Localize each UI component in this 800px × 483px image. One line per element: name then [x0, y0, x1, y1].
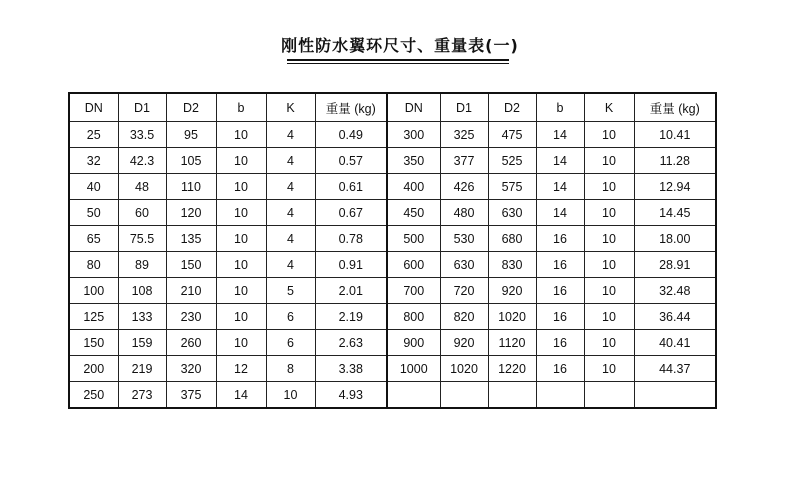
- table-cell: 120: [166, 200, 216, 226]
- table-cell: 150: [166, 252, 216, 278]
- table-cell: 44.37: [634, 356, 716, 382]
- table-cell: 680: [488, 226, 536, 252]
- table-cell: [440, 382, 488, 409]
- table-cell: 14: [536, 148, 584, 174]
- table-cell: 600: [387, 252, 440, 278]
- table-cell: 18.00: [634, 226, 716, 252]
- table-row: [69, 304, 716, 330]
- table-cell: 575: [488, 174, 536, 200]
- table-cell: 1220: [488, 356, 536, 382]
- table-row: [69, 252, 716, 278]
- table-cell: 375: [166, 382, 216, 409]
- table-cell: 2.19: [315, 304, 387, 330]
- table-cell: 105: [166, 148, 216, 174]
- table-cell: 65: [69, 226, 118, 252]
- table-cell: 48: [118, 174, 166, 200]
- table-cell: 6: [266, 304, 315, 330]
- table-cell: 36.44: [634, 304, 716, 330]
- table-cell: 210: [166, 278, 216, 304]
- table-cell: 12: [216, 356, 266, 382]
- table-cell: 10: [216, 148, 266, 174]
- table-cell: 1020: [488, 304, 536, 330]
- table-cell: 219: [118, 356, 166, 382]
- table-cell: [536, 382, 584, 409]
- table-row: [69, 200, 716, 226]
- table-cell: 4: [266, 226, 315, 252]
- table-cell: 5: [266, 278, 315, 304]
- table-cell: 920: [488, 278, 536, 304]
- table-cell: 720: [440, 278, 488, 304]
- table-cell: 325: [440, 122, 488, 148]
- table-cell: 0.67: [315, 200, 387, 226]
- table-cell: 500: [387, 226, 440, 252]
- table-cell: 1020: [440, 356, 488, 382]
- table-cell: 50: [69, 200, 118, 226]
- table-row: [69, 148, 716, 174]
- table-cell: 14: [216, 382, 266, 409]
- table-row: [69, 382, 716, 409]
- table-cell: 16: [536, 356, 584, 382]
- table-cell: 800: [387, 304, 440, 330]
- header-weight-right: 重量 (kg): [634, 93, 716, 122]
- table-cell: 900: [387, 330, 440, 356]
- table-cell: 4: [266, 148, 315, 174]
- table-cell: 14: [536, 122, 584, 148]
- table-cell: 475: [488, 122, 536, 148]
- table-cell: 480: [440, 200, 488, 226]
- table-cell: 820: [440, 304, 488, 330]
- table-cell: 4: [266, 200, 315, 226]
- table-cell: 200: [69, 356, 118, 382]
- table-cell: [634, 382, 716, 409]
- table-cell: 830: [488, 252, 536, 278]
- header-dn: DN: [69, 93, 118, 122]
- table-cell: 0.57: [315, 148, 387, 174]
- title-underline-secondary: [287, 63, 509, 64]
- table-cell: 16: [536, 226, 584, 252]
- header-d2: D2: [166, 93, 216, 122]
- table-cell: 4.93: [315, 382, 387, 409]
- table-cell: 0.78: [315, 226, 387, 252]
- table-cell: 10: [584, 226, 634, 252]
- table-cell: 42.3: [118, 148, 166, 174]
- table-cell: 10: [216, 226, 266, 252]
- table-cell: 10: [584, 174, 634, 200]
- table-cell: 10: [584, 122, 634, 148]
- header-dn-right: DN: [387, 93, 440, 122]
- table-cell: 14: [536, 200, 584, 226]
- table-cell: 16: [536, 330, 584, 356]
- title-underline: [287, 59, 509, 61]
- table-cell: 0.49: [315, 122, 387, 148]
- table-cell: 159: [118, 330, 166, 356]
- table-cell: 10: [216, 304, 266, 330]
- table-cell: 10: [216, 174, 266, 200]
- table-cell: 630: [440, 252, 488, 278]
- table-cell: 125: [69, 304, 118, 330]
- table-cell: 10: [584, 148, 634, 174]
- table-cell: 230: [166, 304, 216, 330]
- table-cell: 920: [440, 330, 488, 356]
- table-cell: 10: [216, 122, 266, 148]
- table-cell: 25: [69, 122, 118, 148]
- table-cell: 3.38: [315, 356, 387, 382]
- table-row: [69, 356, 716, 382]
- table-cell: 10: [584, 200, 634, 226]
- table-cell: 0.61: [315, 174, 387, 200]
- table-cell: 250: [69, 382, 118, 409]
- table-header-row: [69, 93, 716, 122]
- table-cell: 1120: [488, 330, 536, 356]
- table-cell: 10: [584, 252, 634, 278]
- table-cell: 33.5: [118, 122, 166, 148]
- table-cell: 8: [266, 356, 315, 382]
- table-cell: 12.94: [634, 174, 716, 200]
- table-cell: 110: [166, 174, 216, 200]
- table-cell: 16: [536, 278, 584, 304]
- table-cell: 60: [118, 200, 166, 226]
- header-b: b: [216, 93, 266, 122]
- table-row: [69, 278, 716, 304]
- table-cell: 89: [118, 252, 166, 278]
- table-cell: 75.5: [118, 226, 166, 252]
- table-cell: 40: [69, 174, 118, 200]
- table-cell: 80: [69, 252, 118, 278]
- table-cell: 14.45: [634, 200, 716, 226]
- table-cell: 32: [69, 148, 118, 174]
- table-cell: 2.63: [315, 330, 387, 356]
- table-cell: 426: [440, 174, 488, 200]
- table-cell: 133: [118, 304, 166, 330]
- table-cell: 10: [266, 382, 315, 409]
- table-cell: 0.91: [315, 252, 387, 278]
- table-cell: 320: [166, 356, 216, 382]
- table-cell: 10: [216, 330, 266, 356]
- table-cell: 150: [69, 330, 118, 356]
- header-d1-right: D1: [440, 93, 488, 122]
- table-cell: 525: [488, 148, 536, 174]
- header-k: K: [266, 93, 315, 122]
- table-cell: [387, 382, 440, 409]
- dimension-weight-table: [68, 92, 717, 409]
- table-cell: 40.41: [634, 330, 716, 356]
- header-d2-right: D2: [488, 93, 536, 122]
- header-k-right: K: [584, 93, 634, 122]
- table-cell: 300: [387, 122, 440, 148]
- table-cell: [488, 382, 536, 409]
- table-cell: 1000: [387, 356, 440, 382]
- table-cell: 400: [387, 174, 440, 200]
- table-cell: 273: [118, 382, 166, 409]
- table-cell: 700: [387, 278, 440, 304]
- table-cell: 6: [266, 330, 315, 356]
- table-cell: 32.48: [634, 278, 716, 304]
- table-cell: 10: [584, 356, 634, 382]
- header-b-right: b: [536, 93, 584, 122]
- table-cell: 10.41: [634, 122, 716, 148]
- table-row: [69, 174, 716, 200]
- table-cell: 10: [216, 278, 266, 304]
- table-cell: 260: [166, 330, 216, 356]
- table-cell: 14: [536, 174, 584, 200]
- table-cell: 630: [488, 200, 536, 226]
- table-cell: 2.01: [315, 278, 387, 304]
- header-d1: D1: [118, 93, 166, 122]
- table-cell: 10: [584, 304, 634, 330]
- table-cell: [584, 382, 634, 409]
- table-cell: 135: [166, 226, 216, 252]
- table-cell: 450: [387, 200, 440, 226]
- table-cell: 350: [387, 148, 440, 174]
- table-body: [69, 93, 716, 408]
- table-cell: 108: [118, 278, 166, 304]
- table-cell: 10: [216, 200, 266, 226]
- table-cell: 10: [216, 252, 266, 278]
- table-row: [69, 122, 716, 148]
- table-cell: 4: [266, 252, 315, 278]
- table-title: 刚性防水翼环尺寸、重量表(一): [281, 36, 519, 55]
- table-cell: 11.28: [634, 148, 716, 174]
- table-cell: 10: [584, 330, 634, 356]
- table-cell: 4: [266, 122, 315, 148]
- table-cell: 10: [584, 278, 634, 304]
- table-cell: 4: [266, 174, 315, 200]
- table-cell: 16: [536, 304, 584, 330]
- table-cell: 16: [536, 252, 584, 278]
- table-cell: 530: [440, 226, 488, 252]
- table-row: [69, 226, 716, 252]
- table-row: [69, 330, 716, 356]
- table-cell: 377: [440, 148, 488, 174]
- header-weight: 重量 (kg): [315, 93, 387, 122]
- table-cell: 100: [69, 278, 118, 304]
- table-cell: 28.91: [634, 252, 716, 278]
- table-cell: 95: [166, 122, 216, 148]
